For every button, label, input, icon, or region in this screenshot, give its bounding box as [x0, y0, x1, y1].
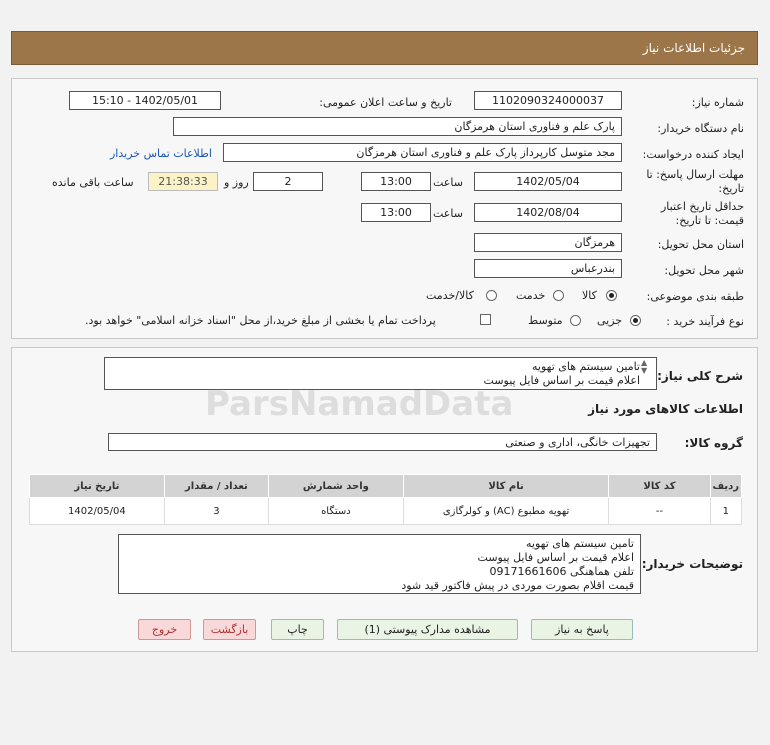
need-number-field: 1102090324000037 [474, 91, 622, 110]
contact-buyer-link[interactable]: اطلاعات تماس خریدار [110, 147, 212, 160]
page-title: جزئیات اطلاعات نیاز [642, 41, 745, 55]
cell-code: -- [609, 498, 710, 525]
resize-icon: ▲ ▼ [641, 358, 648, 375]
back-button[interactable]: بازگشت [203, 619, 256, 640]
category-goods-label: کالا [582, 289, 597, 302]
description-line-2: اعلام قیمت بر اساس فایل پیوست [483, 374, 640, 387]
need-number-label: شماره نیاز: [691, 96, 744, 109]
deadline-label: مهلت ارسال پاسخ: تا [646, 168, 744, 181]
col-row: ردیف [710, 475, 741, 498]
cell-date: 1402/05/04 [30, 498, 165, 525]
creator-field: مجد متوسل کارپرداز پارک علم و فناوری استان هرمزگان [223, 143, 622, 162]
col-name: نام کالا [403, 475, 609, 498]
exit-button[interactable]: خروج [138, 619, 191, 640]
page-header [11, 31, 758, 65]
process-label: نوع فرآیند خرید : [666, 315, 744, 328]
category-label: طبقه بندی موضوعی: [646, 290, 744, 303]
buyer-notes-line-2: اعلام قیمت بر اساس فایل پیوست [477, 551, 634, 564]
process-medium-label: متوسط [528, 314, 563, 327]
remaining-time-field: 21:38:33 [148, 172, 218, 191]
buyer-org-label: نام دستگاه خریدار: [657, 122, 744, 135]
attachments-button[interactable]: مشاهده مدارک پیوستی (1) [337, 619, 518, 640]
process-minor-label: جزیی [597, 314, 623, 327]
description-label: شرح کلی نیاز: [657, 369, 743, 383]
reply-button[interactable]: پاسخ به نیاز [531, 619, 633, 640]
col-code: کد کالا [609, 475, 710, 498]
goods-group-label: گروه کالا: [684, 436, 743, 450]
deadline-time-field: 13:00 [361, 172, 431, 191]
remaining-label: ساعت باقی مانده [52, 176, 134, 189]
print-button[interactable]: چاپ [271, 619, 324, 640]
buyer-notes-line-3: تلفن هماهنگی 09171661606 [489, 565, 634, 578]
category-goods-radio[interactable] [606, 290, 617, 301]
category-service-label: خدمت [516, 289, 546, 302]
cell-qty: 3 [164, 498, 268, 525]
announce-label: تاریخ و ساعت اعلان عمومی: [319, 96, 452, 109]
category-goods-service-label: کالا/خدمت [426, 289, 474, 302]
validity-time-field: 13:00 [361, 203, 431, 222]
process-minor-radio[interactable] [630, 315, 641, 326]
cell-row: 1 [710, 498, 741, 525]
process-medium-radio[interactable] [570, 315, 581, 326]
cell-name: تهویه مطبوع (AC) و کولرگازی [403, 498, 609, 525]
buyer-notes-field [118, 534, 641, 594]
days-label: روز و [224, 176, 249, 189]
goods-group-field: تجهیزات خانگی، اداری و صنعتی [108, 433, 657, 451]
col-unit: واحد شمارش [269, 475, 404, 498]
province-field: هرمزگان [474, 233, 622, 252]
cell-unit: دستگاه [269, 498, 404, 525]
deadline-label-2: تاریخ: [718, 182, 744, 195]
creator-label: ایجاد کننده درخواست: [642, 148, 744, 161]
deadline-time-label: ساعت [433, 176, 463, 189]
category-goods-service-radio[interactable] [486, 290, 497, 301]
treasury-payment-checkbox[interactable] [480, 314, 491, 325]
buyer-notes-line-1: تامین سیستم های تهویه [525, 537, 634, 550]
col-qty: تعداد / مقدار [164, 475, 268, 498]
goods-info-title: اطلاعات کالاهای مورد نیاز [588, 402, 743, 416]
description-line-1: تامین سیستم های تهویه [531, 360, 640, 373]
deadline-date-field: 1402/05/04 [474, 172, 622, 191]
validity-label-2: قیمت: تا تاریخ: [675, 214, 744, 227]
col-date: تاریخ نیاز [30, 475, 165, 498]
category-service-radio[interactable] [553, 290, 564, 301]
days-field: 2 [253, 172, 323, 191]
city-label: شهر محل تحویل: [664, 264, 744, 277]
table-header-row [30, 475, 742, 498]
announce-field: 1402/05/01 - 15:10 [69, 91, 221, 110]
validity-time-label: ساعت [433, 207, 463, 220]
table-row [30, 498, 742, 525]
validity-date-field: 1402/08/04 [474, 203, 622, 222]
treasury-payment-note: پرداخت تمام یا بخشی از مبلغ خرید،از محل "اسناد خزانه اسلامی" خواهد بود. [85, 314, 436, 327]
buyer-org-field: پارک علم و فناوری استان هرمزگان [173, 117, 622, 136]
city-field: بندرعباس [474, 259, 622, 278]
buyer-notes-line-4: قیمت اقلام بصورت موردی در پیش فاکتور قید شود [401, 579, 634, 592]
buyer-notes-label: توضیحات خریدار: [641, 557, 743, 571]
watermark-logo: ParsNamadData [205, 384, 514, 424]
province-label: استان محل تحویل: [657, 238, 744, 251]
validity-label: حداقل تاریخ اعتبار [660, 200, 744, 213]
goods-table [29, 474, 742, 525]
